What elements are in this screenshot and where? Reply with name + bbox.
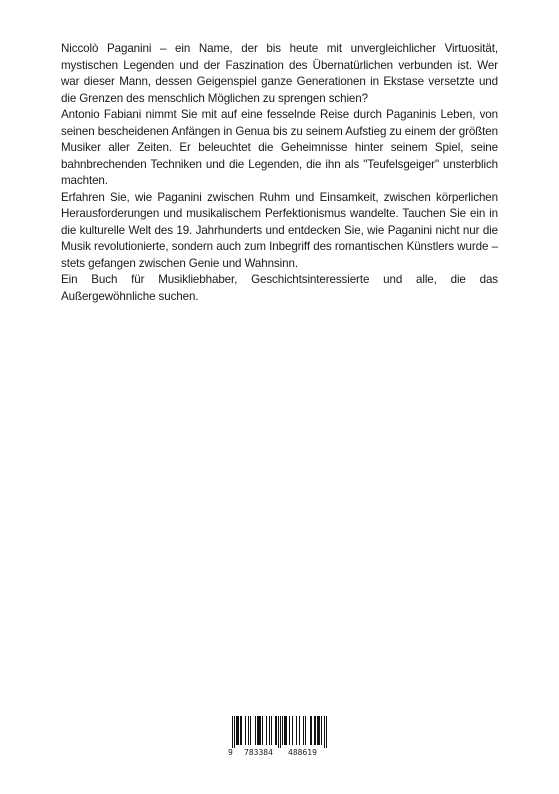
barcode-bar [289,716,290,745]
barcode-bar [234,716,235,748]
barcode-bar [292,716,293,745]
barcode-bar [286,716,287,745]
barcode-bar [305,716,306,745]
blurb-paragraph-audience: Ein Buch für Musikliebhaber, Geschichtsinteressierte und alle, die das Außergewöhnliche suchen. [61,273,498,303]
barcode-bar [318,716,319,745]
barcode-bar [240,716,241,745]
barcode-bar [248,716,249,745]
barcode-digit-lead: 9 [228,748,233,757]
barcode-bar [236,716,237,745]
barcode-bars [226,716,330,748]
barcode-bar [260,716,261,745]
barcode-bar [280,716,281,748]
barcode-bar [241,716,242,745]
blurb-paragraph-intro: Niccolò Paganini – ein Name, der bis heute mit unvergleichlicher Virtuosität, mystischen Legenden und der Faszination des Übernatürlichen verbunden ist. Wer war dieser Mann, dessen Geigenspiel ganze Generationen in Ekstase versetzte und die Grenzen des menschlich Möglichen zu sprengen schien? [61,42,498,105]
barcode-bar [262,716,263,745]
barcode-bar [245,716,246,745]
barcode-digits-right: 488619 [288,748,317,757]
barcode-bar [269,716,270,745]
barcode-bar [284,716,285,745]
barcode-bar [255,716,256,745]
barcode-bar [321,716,322,745]
barcode-bar [237,716,238,745]
barcode-bar [285,716,286,745]
barcode-bar [296,716,297,745]
barcode-bar [315,716,316,745]
barcode-bar [299,716,300,745]
barcode-bar [278,716,279,748]
barcode-digits [226,748,330,760]
barcode-bar [310,716,311,745]
blurb-text [61,41,498,305]
barcode-bar [257,716,258,745]
blurb-paragraph-author: Antonio Fabiani nimmt Sie mit auf eine fesselnde Reise durch Paganinis Leben, von seinen bescheidenen Anfängen in Genua bis zu seinem Aufstieg zu einem der größten Musiker aller Zeiten. Er beleuchtet die Geheimnisse hinter seinem Spiel, seine bahnbrechenden Techniken und die Legenden, die ihn als "Teufelsgeiger" unsterblich machten. [61,108,498,187]
barcode-bar [275,716,276,745]
barcode-bar [319,716,320,745]
barcode-bar [271,716,272,745]
barcode-bar [326,716,327,748]
barcode-bar [232,716,233,748]
barcode-bar [314,716,315,745]
barcode-bar [276,716,277,745]
barcode-bar [250,716,251,745]
barcode-bar [266,716,267,745]
barcode-bar [311,716,312,745]
blurb-paragraph-themes: Erfahren Sie, wie Paganini zwischen Ruhm und Einsamkeit, zwischen körperlichen Herausforderungen und musikalischem Perfektionismus wandelte. Tauchen Sie ein in die kulturelle Welt des 19. Jahrhunderts und entdecken Sie, wie Paganini nicht nur die Musik revolutionierte, sondern auch zum Inbegriff des romantischen Künstlers wurde – stets gefangen zwischen Genie und Wahnsinn. [61,190,498,270]
barcode-bar [282,716,283,745]
barcode-digits-left: 783384 [244,748,273,757]
barcode-bar [324,716,325,748]
barcode-bar [259,716,260,745]
barcode-bar [303,716,304,745]
barcode-bar [238,716,239,745]
isbn-barcode [226,716,330,760]
barcode-bar [317,716,318,745]
barcode-bar [258,716,259,745]
